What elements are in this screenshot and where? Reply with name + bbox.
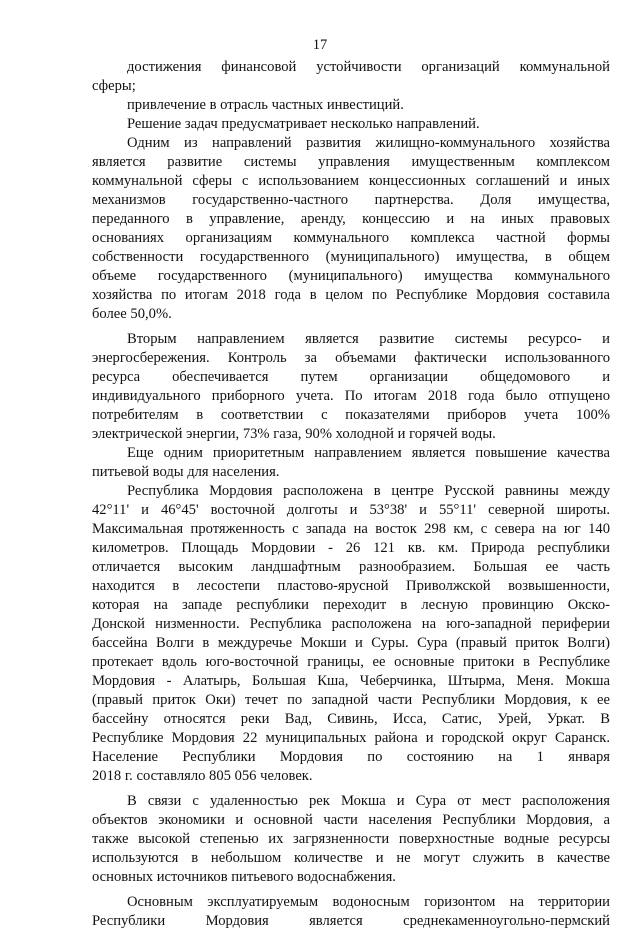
text-line: механизмов государственно-частного партнерства. Доля имущества, (92, 192, 610, 208)
text-line: Еще одним приоритетным направлением является повышение качества (127, 445, 610, 461)
text-line: хозяйства по итогам 2018 года в целом по Республике Мордовия составила (92, 287, 610, 303)
text-line: Основным эксплуатируемым водоносным горизонтом на территории (127, 894, 610, 910)
text-line: потребителям в соответствии с показателями приборов учета 100% (92, 407, 610, 423)
text-line: Республики Мордовия является среднекаменноугольно-пермский (92, 913, 610, 929)
text-line: Максимальная протяженность с запада на восток 298 км, с севера на юг 140 (92, 521, 610, 537)
text-line: находится в лесостепи пластово-ярусной Приволжской возвышенности, (92, 578, 610, 594)
text-line: В связи с удаленностью рек Мокша и Сура от мест расположения (127, 793, 610, 809)
text-line: Республике Мордовия 22 муниципальных района и городской округ Саранск. (92, 730, 610, 746)
text-line: Решение задач предусматривает несколько направлений. (127, 116, 480, 132)
text-line: бассейну относятся реки Вад, Сивинь, Исса, Сатис, Урей, Уркат. В (92, 711, 610, 727)
page-number: 17 (312, 37, 328, 53)
text-line: Донской низменности. Республика расположена на юго-западной периферии (92, 616, 610, 632)
text-line: Вторым направлением является развитие системы ресурсо- и (127, 331, 610, 347)
text-line: используются в небольшом количестве и не могут служить в качестве (92, 850, 610, 866)
text-line: энергосбережения. Контроль за объемами фактически использованного (92, 350, 610, 366)
text-line: питьевой воды для населения. (92, 464, 280, 480)
text-line: переданного в управление, аренду, концессию и на иных правовых (92, 211, 610, 227)
text-line: коммунальной сферы с использованием концессионных соглашений и иных (92, 173, 610, 189)
text-line: более 50,0%. (92, 306, 172, 322)
text-line: также высокой степенью их загрязненности поверхностные водные ресурсы (92, 831, 610, 847)
text-line: индивидуального приборного учета. По итогам 2018 года было отпущено (92, 388, 610, 404)
text-line: электрической энергии, 73% газа, 90% холодной и горячей воды. (92, 426, 496, 442)
text-line: Население Республики Мордовия по состоянию на 1 января (92, 749, 610, 765)
text-line: (правый приток Оки) течет по западной части Республики Мордовия, к ее (92, 692, 610, 708)
text-line: отличается высоким ландшафтным разнообразием. Большая ее часть (92, 559, 610, 575)
text-line: объектов экономики и основной части населения Республики Мордовия, а (92, 812, 610, 828)
text-line: Республика Мордовия расположена в центре Русской равнины между (127, 483, 610, 499)
text-line: является развитие системы управления имущественным комплексом (92, 154, 610, 170)
text-line: 42°11' и 46°45' восточной долготы и 53°38' и 55°11' северной широты. (92, 502, 610, 518)
text-line: достижения финансовой устойчивости организаций коммунальной (127, 59, 610, 75)
text-line: основных источников питьевого водоснабжения. (92, 869, 396, 885)
text-line: 2018 г. составляло 805 056 человек. (92, 768, 313, 784)
text-line: протекает вдоль юго-восточной границы, ее основные притоки в Республике (92, 654, 610, 670)
text-line: ресурса обеспечивается путем организации общедомового и (92, 369, 610, 385)
text-line: объеме государственного (муниципального) имущества коммунального (92, 268, 610, 284)
text-line: километров. Площадь Мордовии - 26 121 кв. км. Природа республики (92, 540, 610, 556)
text-line: привлечение в отрасль частных инвестиций. (127, 97, 404, 113)
document-body (92, 58, 610, 931)
text-line: основаниях организациям коммунального комплекса частной формы (92, 230, 610, 246)
text-line: сферы; (92, 78, 136, 94)
text-line: Мордовия - Алатырь, Большая Кша, Чеберчинка, Штырма, Меня. Мокша (92, 673, 610, 689)
text-line: собственности государственного (муниципального) имущества, в общем (92, 249, 610, 265)
text-line: Одним из направлений развития жилищно-коммунального хозяйства (127, 135, 610, 151)
text-line: бассейна Волги в междуречье Мокши и Суры. Сура (правый приток Волги) (92, 635, 610, 651)
text-line: которая на западе республики переходит в лесную провинцию Окско- (92, 597, 610, 613)
